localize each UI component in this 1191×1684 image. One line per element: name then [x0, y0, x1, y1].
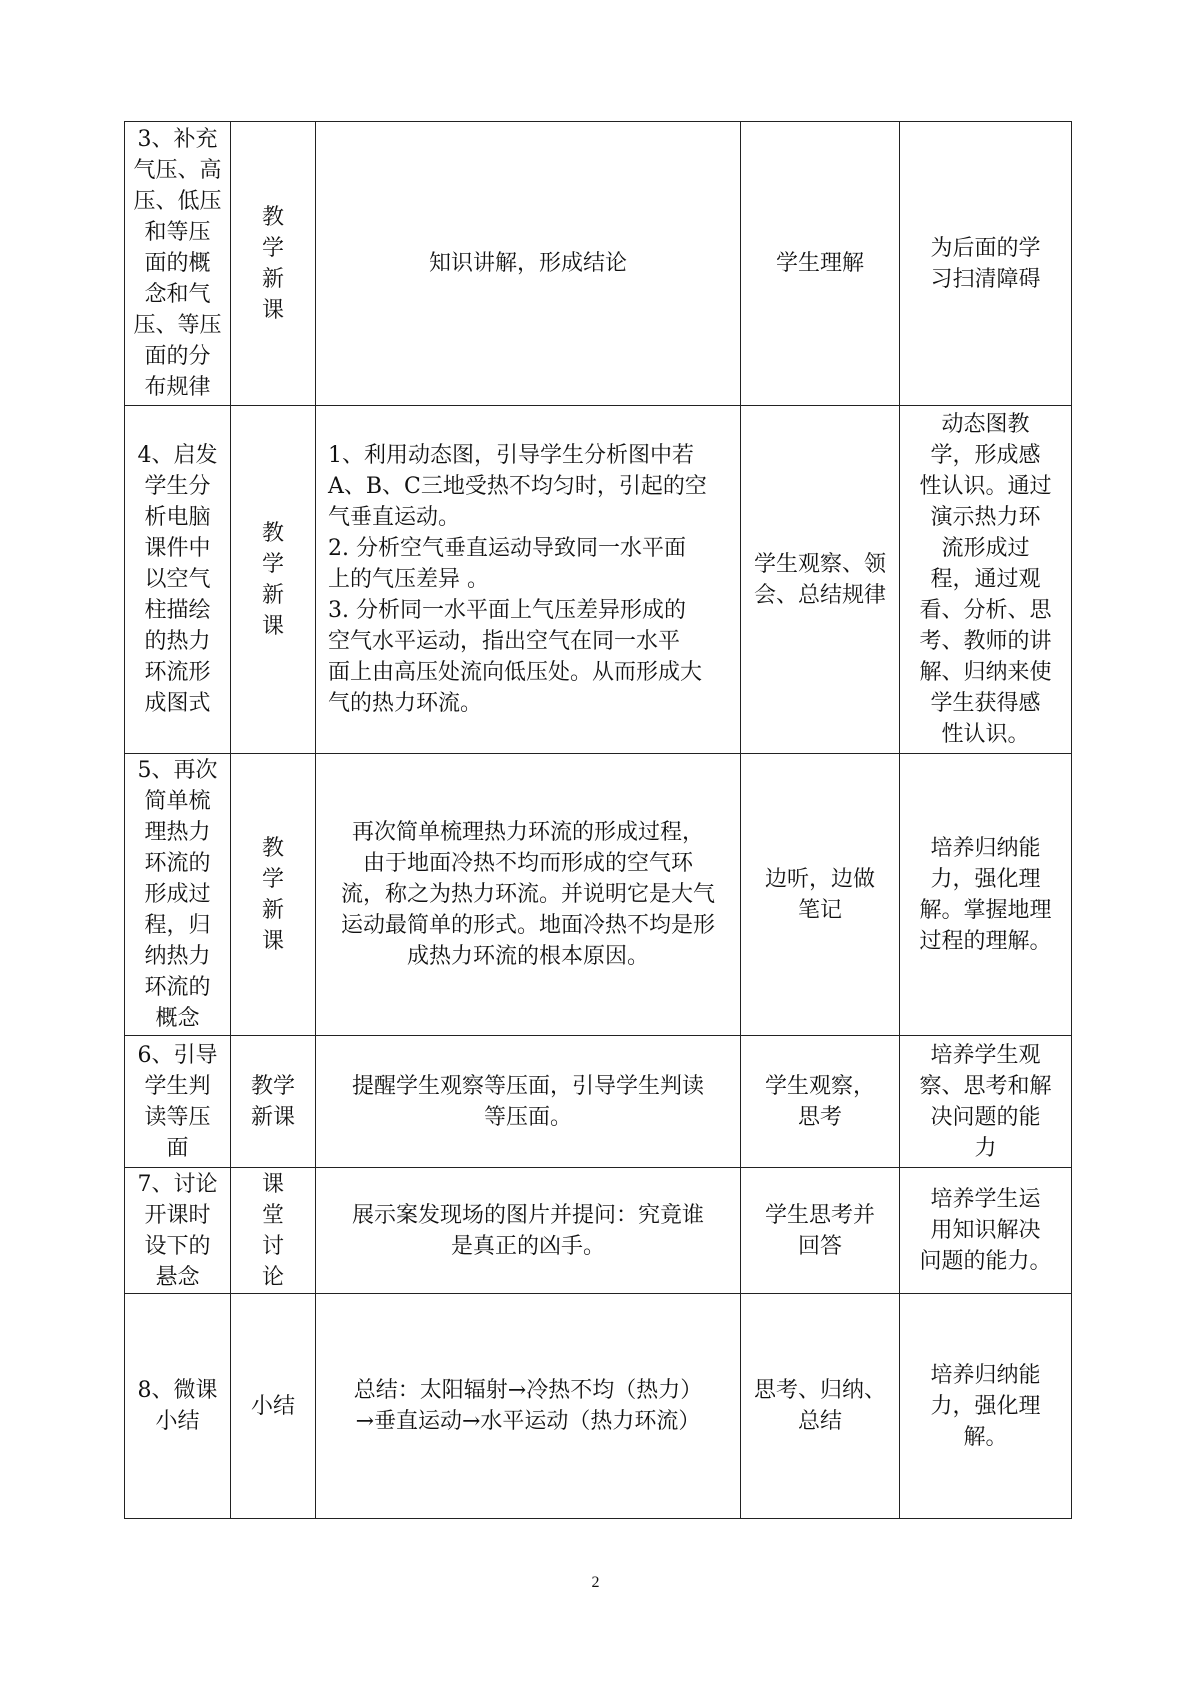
- cell-text-line: 培养归纳能: [930, 1362, 1041, 1388]
- cell-text-line: 开课时: [144, 1202, 211, 1228]
- cell-text-line: 气垂直运动。: [328, 505, 461, 530]
- cell-text-line: 析电脑: [144, 505, 211, 530]
- cell-text-line: 设下的: [144, 1233, 211, 1259]
- content-cell: [316, 1168, 741, 1294]
- cell-text-line: 流，称之为热力环流。并说明它是大气: [340, 882, 715, 907]
- table-row: [125, 754, 1072, 1036]
- table-row: [125, 406, 1072, 754]
- cell-text-line: 学: [261, 235, 284, 261]
- cell-text-line: 和等压: [144, 220, 211, 245]
- purpose-cell: [900, 122, 1072, 406]
- cell-text-line: 成图式: [144, 691, 211, 716]
- mode-cell: [231, 754, 316, 1036]
- cell-text-line: 培养学生运: [930, 1187, 1041, 1212]
- step-cell: [125, 122, 231, 406]
- student-cell: [741, 754, 900, 1036]
- step-cell: [125, 754, 231, 1036]
- cell-text-line: 8、微课: [137, 1378, 218, 1403]
- cell-text-line: 布规律: [144, 375, 211, 400]
- cell-text-line: 课: [261, 1171, 284, 1197]
- cell-text-line: 2. 分析空气垂直运动导致同一水平面: [328, 536, 686, 561]
- cell-text-line: 培养归纳能: [930, 835, 1041, 861]
- cell-text-line: 7、讨论: [137, 1171, 218, 1197]
- cell-text-line: 总结: [797, 1409, 842, 1434]
- cell-text-line: 学生思考并: [764, 1202, 875, 1228]
- cell-text-line: 3、补充: [137, 127, 218, 152]
- cell-text-line: 小结: [155, 1409, 200, 1434]
- cell-text-line: 解、归纳来使: [919, 660, 1052, 685]
- mode-cell: [231, 1168, 316, 1294]
- cell-text-line: 程，归: [144, 913, 211, 938]
- cell-text-line: 展示案发现场的图片并提问：究竟谁: [351, 1202, 704, 1228]
- cell-text-line: 力: [974, 1135, 997, 1161]
- lesson-plan-body: [125, 122, 1072, 1519]
- step-cell: [125, 1036, 231, 1168]
- cell-text-line: 空气水平运动，指出空气在同一水平: [328, 629, 681, 654]
- cell-text-line: 面的分: [144, 344, 211, 369]
- cell-text-line: 气的热力环流。: [328, 691, 483, 716]
- cell-text-line: 环流的: [144, 851, 211, 876]
- cell-text-line: 会、总结规律: [753, 582, 886, 608]
- cell-text-line: 压、等压: [133, 313, 222, 338]
- cell-text-line: 学: [261, 866, 284, 892]
- cell-text-line: 课: [261, 928, 284, 954]
- cell-text-line: 1、利用动态图，引导学生分析图中若: [328, 443, 694, 468]
- step-cell: [125, 1294, 231, 1519]
- content-cell: [316, 754, 741, 1036]
- cell-text-line: 性认识。通过: [919, 474, 1052, 499]
- cell-text-line: →垂直运动→水平运动（热力环流）: [355, 1409, 701, 1434]
- cell-text-line: 简单梳: [144, 789, 211, 814]
- cell-text-line: 程，通过观: [930, 567, 1041, 592]
- content-cell: [316, 1294, 741, 1519]
- cell-text-line: 新: [261, 266, 284, 292]
- mode-cell: [231, 1294, 316, 1519]
- cell-text-line: 环流的: [144, 975, 211, 1000]
- cell-text-line: 力，强化理: [930, 866, 1041, 892]
- cell-text-line: 由于地面冷热不均而形成的空气环: [362, 851, 693, 876]
- cell-text-line: 思考: [797, 1104, 842, 1130]
- cell-text-line: 教: [261, 204, 284, 230]
- cell-text-line: 课件中: [144, 536, 211, 561]
- cell-text-line: 演示热力环: [930, 505, 1041, 530]
- cell-text-line: 解。: [963, 1424, 1008, 1450]
- cell-text-line: 新: [261, 582, 284, 608]
- content-cell: [316, 406, 741, 754]
- cell-text-line: 察、思考和解: [919, 1073, 1052, 1099]
- cell-text-line: 学生观察、领: [753, 551, 886, 577]
- cell-text-line: 问题的能力。: [919, 1249, 1052, 1274]
- cell-text-line: 思考、归纳、: [753, 1378, 886, 1403]
- cell-text-line: 课: [261, 297, 284, 323]
- cell-text-line: 学生观察，: [764, 1073, 875, 1099]
- cell-text-line: 堂: [261, 1202, 284, 1228]
- cell-text-line: 回答: [797, 1233, 842, 1259]
- cell-text-line: 看、分析、思: [919, 598, 1052, 623]
- cell-text-line: 笔记: [797, 897, 842, 923]
- cell-text-line: 为后面的学: [930, 235, 1041, 261]
- cell-text-line: 纳热力: [144, 944, 211, 969]
- purpose-cell: [900, 1168, 1072, 1294]
- cell-text-line: 面上由高压处流向低压处。从而形成大: [328, 660, 703, 685]
- student-cell: [741, 1036, 900, 1168]
- cell-text-line: 悬念: [155, 1264, 200, 1290]
- cell-text-line: 4、启发: [137, 443, 218, 468]
- cell-text-line: 概念: [155, 1006, 200, 1031]
- cell-text-line: 新: [261, 897, 284, 923]
- table-row: [125, 1036, 1072, 1168]
- cell-text-line: 上的气压差异 。: [328, 567, 489, 592]
- cell-text-line: 学: [261, 551, 284, 577]
- cell-text-line: 运动最简单的形式。地面冷热不均是形: [340, 913, 715, 938]
- cell-text-line: 边听，边做: [764, 866, 875, 892]
- cell-text-line: 面的概: [144, 251, 211, 276]
- cell-text-line: 论: [261, 1264, 284, 1290]
- table-row: [125, 122, 1072, 406]
- student-cell: [741, 1168, 900, 1294]
- content-cell: [316, 122, 741, 406]
- cell-text-line: 讨: [261, 1233, 284, 1259]
- cell-text-line: 考、教师的讲: [919, 629, 1052, 654]
- cell-text-line: 培养学生观: [930, 1042, 1041, 1068]
- cell-text-line: 决问题的能: [930, 1104, 1041, 1130]
- cell-text-line: 过程的理解。: [919, 928, 1052, 954]
- cell-text-line: 教学: [250, 1073, 295, 1099]
- content-cell: [316, 1036, 741, 1168]
- page-number: 2: [591, 1574, 600, 1591]
- cell-text-line: 课: [261, 613, 284, 639]
- student-cell: [741, 122, 900, 406]
- cell-text-line: 教: [261, 520, 284, 546]
- mode-cell: [231, 406, 316, 754]
- cell-text-line: 3. 分析同一水平面上气压差异形成的: [328, 598, 686, 623]
- cell-text-line: A、B、C三地受热不均匀时，引起的空: [328, 474, 707, 499]
- cell-text-line: 再次简单梳理热力环流的形成过程，: [351, 820, 704, 845]
- cell-text-line: 面: [166, 1135, 189, 1161]
- cell-text-line: 学生理解: [775, 251, 864, 276]
- cell-text-line: 理热力: [144, 820, 211, 845]
- mode-cell: [231, 1036, 316, 1168]
- cell-text-line: 解。掌握地理: [919, 897, 1052, 923]
- cell-text-line: 是真正的凶手。: [450, 1233, 605, 1259]
- step-cell: [125, 406, 231, 754]
- cell-text-line: 流形成过: [941, 536, 1030, 561]
- cell-text-line: 念和气: [144, 282, 211, 307]
- cell-text-line: 学生分: [144, 474, 211, 499]
- cell-text-line: 小结: [250, 1393, 295, 1419]
- table-row: [125, 1168, 1072, 1294]
- cell-text-line: 形成过: [144, 882, 211, 907]
- cell-text-line: 读等压: [144, 1104, 211, 1130]
- purpose-cell: [900, 406, 1072, 754]
- cell-text-line: 压、低压: [133, 189, 222, 214]
- purpose-cell: [900, 1294, 1072, 1519]
- cell-text-line: 新课: [250, 1104, 295, 1130]
- cell-text-line: 学生判: [144, 1073, 211, 1099]
- student-cell: [741, 406, 900, 754]
- cell-text-line: 6、引导: [137, 1042, 218, 1068]
- cell-text-line: 成热力环流的根本原因。: [406, 944, 649, 969]
- cell-text-line: 5、再次: [137, 758, 218, 783]
- cell-text-line: 柱描绘: [144, 598, 211, 623]
- cell-text-line: 力，强化理: [930, 1393, 1041, 1419]
- step-cell: [125, 1168, 231, 1294]
- cell-text-line: 学生获得感: [930, 691, 1041, 716]
- cell-text-line: 总结：太阳辐射→冷热不均（热力）: [353, 1378, 703, 1403]
- cell-text-line: 环流形: [144, 660, 211, 685]
- mode-cell: [231, 122, 316, 406]
- student-cell: [741, 1294, 900, 1519]
- cell-text-line: 学，形成感: [930, 443, 1041, 468]
- purpose-cell: [900, 754, 1072, 1036]
- cell-text-line: 以空气: [144, 567, 211, 592]
- table-row: [125, 1294, 1072, 1519]
- cell-text-line: 气压、高: [133, 158, 222, 183]
- cell-text-line: 用知识解决: [930, 1218, 1041, 1243]
- cell-text-line: 动态图教: [941, 412, 1030, 437]
- cell-text-line: 的热力: [144, 629, 211, 654]
- cell-text-line: 等压面。: [483, 1104, 572, 1130]
- cell-text-line: 性认识。: [941, 722, 1030, 747]
- cell-text-line: 知识讲解，形成结论: [428, 251, 627, 276]
- cell-text-line: 教: [261, 835, 284, 861]
- cell-text-line: 习扫清障碍: [930, 266, 1041, 292]
- lesson-plan-table: [124, 121, 1072, 1519]
- cell-text-line: 提醒学生观察等压面，引导学生判读: [351, 1073, 704, 1099]
- purpose-cell: [900, 1036, 1072, 1168]
